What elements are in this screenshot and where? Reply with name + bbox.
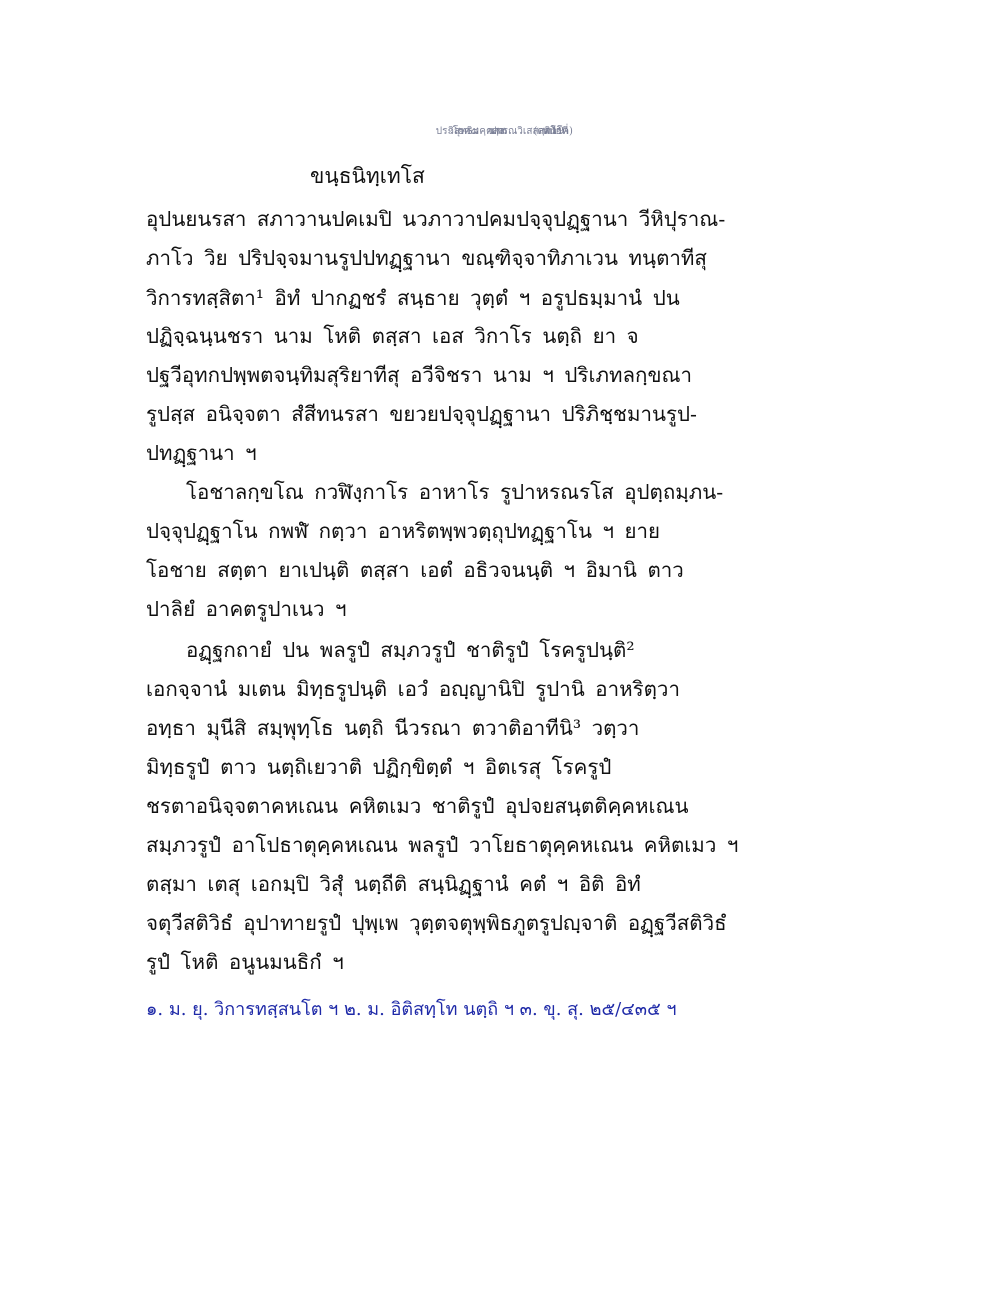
text-line: สมฺภวรูปํ อาโปธาตุคฺคหเณน พลรูปํ วาโยธาตุคฺคหเณน คหิตเมว ฯ	[146, 833, 739, 857]
text-line: รูปํ โหติ อนูนมนธิกํ ฯ	[146, 950, 344, 974]
text-line: ชรตาอนิจฺจตาคหเณน คหิตเมว ชาติรูปํ อุปจยสนฺตติคฺคหเณน	[146, 794, 689, 818]
text-line: มิทฺธรูปํ ตาว นตฺถิเยวาติ ปฏิกฺขิตฺตํ ฯ อิตเรสุ โรครูปํ	[146, 755, 612, 779]
paragraph-first-line: อฏฺฐกถายํ ปน พลรูปํ สมฺภวรูปํ ชาติรูปํ โรครูปนฺติ²	[186, 638, 635, 662]
text-line: ปาลิยํ อาคตรูปาเนว ฯ	[146, 597, 347, 621]
section-title: ขนฺธนิทฺเทโส	[310, 164, 425, 188]
text-line: ภาโว วิย ปริปจฺจมานรูปปทฏฺฐานา ขณฺฑิจฺจาทิภาเวน ทนฺตาทีสุ	[146, 246, 707, 270]
paragraph-first-line: โอชาลกฺขโณ กวฬิงฺกาโร อาหาโร รูปาหรณรโส อุปตฺถมฺภน-	[186, 480, 724, 504]
text-line: ปฏิจฺฉนฺนชรา นาม โหติ ตสฺสา เอส วิกาโร นตฺถิ ยา จ	[146, 324, 639, 348]
text-line: อุปนยนรสา สภาวานปคเมปิ นวภาวาปคมปจฺจุปฏฺฐานา วีหิปุราณ-	[146, 207, 726, 231]
text-line: ตสฺมา เตสุ เอกมฺปิ วิสุํ นตฺถีติ สนฺนิฏฺฐานํ คตํ ฯ อิติ อิทํ	[146, 872, 641, 896]
text-line: วิการทสฺสิตา¹ อิทํ ปากฏชรํ สนฺธาย วุตฺตํ ฯ อรูปธมฺมานํ ปน	[146, 286, 680, 310]
text-line: ปฐวีอุทกปพฺพตจนฺทิมสุริยาทีสุ อวีจิชรา นาม ฯ ปริเภทลกฺขณา	[146, 363, 693, 387]
running-header: ประโยค๘ - วิสุทธิมคฺคสฺส นาม ปกรณวิเสสสฺว (ตติโย ภาโค) - หน้าที่ 19	[435, 126, 565, 137]
text-line: เอกจฺจานํ มเตน มิทฺธรูปนฺติ เอวํ อญฺญานิปิ รูปานิ อาหริตฺวา	[146, 677, 680, 701]
text-line: โอชาย สตฺตา ยาเปนฺติ ตสฺสา เอตํ อธิวจนนฺติ ฯ อิมานิ ตาว	[146, 558, 684, 582]
text-line: รูปสฺส อนิจฺจตา สํสีทนรสา ขยวยปจฺจุปฏฺฐานา ปริภิชฺชมานรูป-	[146, 402, 697, 426]
footnote: ๑. ม. ยุ. วิการทสฺสนโต ฯ ๒. ม. อิติสทฺโท นตฺถิ ฯ ๓. ขุ. สุ. ๒๕/๔๓๕ ฯ	[146, 999, 677, 1020]
text-line: อทฺธา มุนีสิ สมฺพุทฺโธ นตฺถิ นีวรณา ตวาติอาทีนิ³ วตฺวา	[146, 716, 640, 740]
text-line: ปทฏฺฐานา ฯ	[146, 441, 257, 465]
text-line: จตุวีสติวิธํ อุปาทายรูปํ ปุพฺเพ วุตฺตจตุพฺพิธภูตรูปญฺจาติ อฏฺฐวีสติวิธํ	[146, 911, 727, 935]
text-line: ปจฺจุปฏฺฐาโน กพฬํ กตฺวา อาหริตพฺพวตฺถุปทฏฺฐาโน ฯ ยาย	[146, 519, 661, 543]
